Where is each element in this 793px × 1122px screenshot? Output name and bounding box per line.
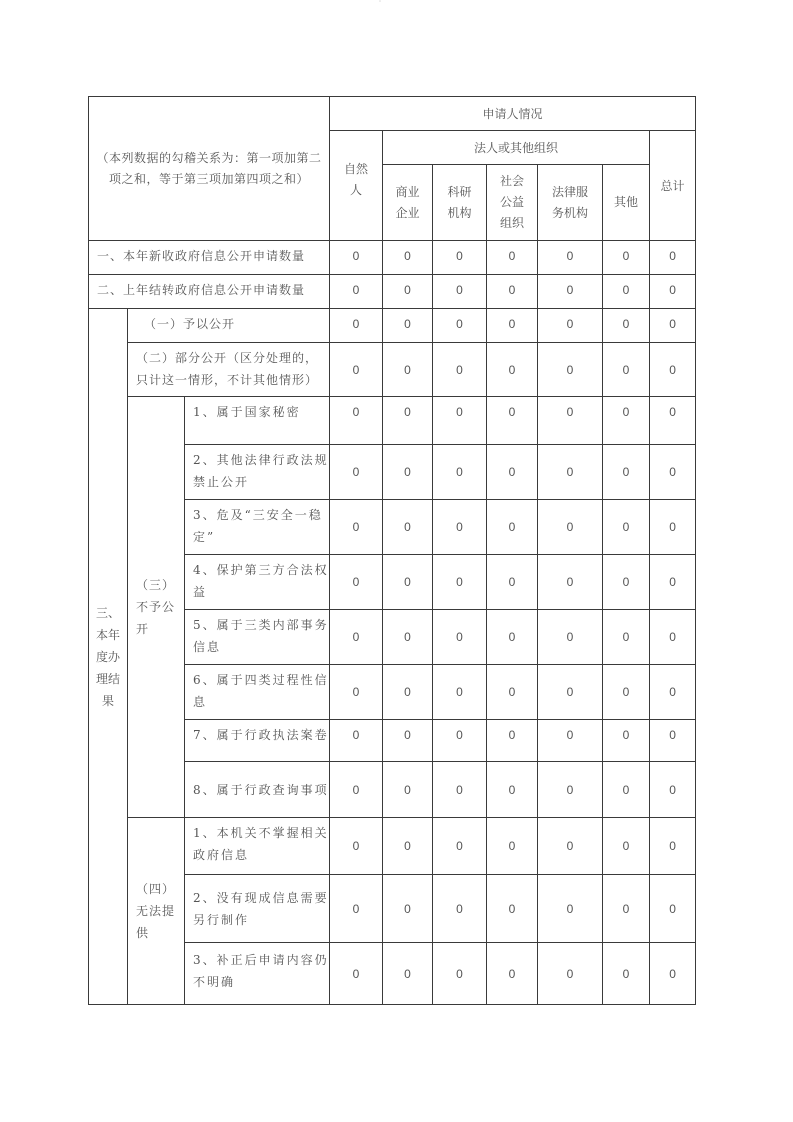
total-header: 总计: [650, 131, 696, 241]
row-label: 3、补正后申请内容仍不明确: [185, 943, 330, 1005]
cell-value: 0: [330, 762, 383, 818]
cell-value: 0: [603, 397, 650, 445]
legal-or-other-header: 法人或其他组织: [383, 131, 650, 165]
cell-value: 0: [650, 555, 696, 610]
cell-value: 0: [487, 943, 538, 1005]
applicant-situation-header: 申请人情况: [330, 97, 696, 131]
cell-value: 0: [603, 500, 650, 555]
header-note-cell: [89, 97, 330, 241]
col-header-research: 科研机构: [433, 165, 487, 241]
cell-value: 0: [433, 943, 487, 1005]
cell-value: 0: [603, 555, 650, 610]
cell-value: 0: [330, 555, 383, 610]
cell-value: 0: [538, 555, 603, 610]
cell-value: 0: [487, 555, 538, 610]
cell-value: 0: [383, 875, 433, 943]
cell-value: 0: [433, 762, 487, 818]
cell-value: 0: [330, 275, 383, 309]
cell-value: 0: [433, 720, 487, 762]
cell-value: 0: [650, 309, 696, 343]
cell-value: 0: [433, 309, 487, 343]
table-row-new-requests: [89, 241, 696, 275]
cell-value: 0: [433, 275, 487, 309]
cell-value: 0: [383, 818, 433, 875]
cell-value: 0: [650, 343, 696, 397]
row-label: 二、上年结转政府信息公开申请数量: [89, 275, 330, 309]
row-label: 2、其他法律行政法规禁止公开: [185, 445, 330, 500]
cell-value: 0: [603, 943, 650, 1005]
header-note: （本列数据的勾稽关系为：第一项加第二项之和，等于第三项加第四项之和）: [96, 150, 322, 186]
cell-value: 0: [603, 309, 650, 343]
cell-value: 0: [487, 500, 538, 555]
cell-value: 0: [650, 762, 696, 818]
cell-value: 0: [650, 720, 696, 762]
cell-value: 0: [487, 309, 538, 343]
cell-value: 0: [433, 818, 487, 875]
cell-value: 0: [650, 875, 696, 943]
cell-value: 0: [433, 343, 487, 397]
cell-value: 0: [650, 275, 696, 309]
row-label: 1、属于国家秘密: [185, 397, 330, 445]
cell-value: 0: [330, 343, 383, 397]
cell-value: 0: [383, 309, 433, 343]
cell-value: 0: [433, 610, 487, 665]
cell-value: 0: [383, 445, 433, 500]
col-header-other: 其他: [603, 165, 650, 241]
cell-value: 0: [487, 397, 538, 445]
cell-value: 0: [487, 762, 538, 818]
cell-value: 0: [330, 943, 383, 1005]
cell-value: 0: [433, 665, 487, 720]
cell-value: 0: [603, 445, 650, 500]
cell-value: 0: [538, 397, 603, 445]
cell-value: 0: [383, 275, 433, 309]
cell-value: 0: [603, 720, 650, 762]
not-disclose-label: （三）不予公开: [128, 397, 185, 818]
cell-value: 0: [538, 343, 603, 397]
cell-value: 0: [433, 445, 487, 500]
cell-value: 0: [538, 241, 603, 275]
cell-value: 0: [330, 445, 383, 500]
cell-value: 0: [650, 665, 696, 720]
cell-value: 0: [487, 610, 538, 665]
cell-value: 0: [538, 500, 603, 555]
natural-person-header: 自然人: [330, 131, 383, 241]
row-label: （一）予以公开: [128, 309, 330, 343]
cell-value: 0: [538, 445, 603, 500]
col-header-public-welfare: 社会公益组织: [487, 165, 538, 241]
disclosure-statistics-table: [88, 96, 696, 1005]
cell-value: 0: [603, 875, 650, 943]
row-label: 2、没有现成信息需要另行制作: [185, 875, 330, 943]
cell-value: 0: [383, 343, 433, 397]
cell-value: 0: [538, 943, 603, 1005]
cell-value: 0: [487, 445, 538, 500]
cell-value: 0: [650, 943, 696, 1005]
cell-value: 0: [487, 818, 538, 875]
cell-value: 0: [433, 555, 487, 610]
cell-value: 0: [487, 275, 538, 309]
cell-value: 0: [538, 818, 603, 875]
cell-value: 0: [383, 762, 433, 818]
cell-value: 0: [538, 875, 603, 943]
cell-value: 0: [330, 500, 383, 555]
cell-value: 0: [603, 762, 650, 818]
cell-value: 0: [650, 818, 696, 875]
cell-value: 0: [330, 720, 383, 762]
cell-value: 0: [650, 445, 696, 500]
cell-value: 0: [487, 343, 538, 397]
row-label: 5、属于三类内部事务信息: [185, 610, 330, 665]
cell-value: 0: [383, 397, 433, 445]
cell-value: 0: [538, 762, 603, 818]
row-label: 3、危及“三安全一稳定”: [185, 500, 330, 555]
row-label: 4、保护第三方合法权益: [185, 555, 330, 610]
row-label: 1、本机关不掌握相关政府信息: [185, 818, 330, 875]
cell-value: 0: [487, 241, 538, 275]
cell-value: 0: [383, 943, 433, 1005]
row-label: 8、属于行政查询事项: [185, 762, 330, 818]
cannot-provide-label: （四）无法提供: [128, 818, 185, 1005]
cell-value: 0: [383, 241, 433, 275]
cell-value: 0: [650, 610, 696, 665]
cell-value: 0: [330, 397, 383, 445]
cell-value: 0: [538, 665, 603, 720]
cell-value: 0: [603, 241, 650, 275]
cell-value: 0: [433, 241, 487, 275]
cell-value: 0: [433, 500, 487, 555]
cell-value: 0: [330, 818, 383, 875]
cell-value: 0: [538, 275, 603, 309]
cell-value: 0: [650, 241, 696, 275]
cell-value: 0: [383, 500, 433, 555]
result-group-label: 三、本年度办理结果: [89, 309, 128, 1005]
cell-value: 0: [383, 720, 433, 762]
row-label: 6、属于四类过程性信息: [185, 665, 330, 720]
table-row-disclose: [89, 309, 696, 343]
cell-value: 0: [603, 665, 650, 720]
table-row-cannot-provide-item: [89, 818, 696, 875]
cell-value: 0: [650, 500, 696, 555]
cell-value: 0: [330, 875, 383, 943]
table-row-partial: [89, 343, 696, 397]
table-row-carried-over: [89, 275, 696, 309]
row-label: 7、属于行政执法案卷: [185, 720, 330, 762]
cell-value: 0: [330, 610, 383, 665]
col-header-legal-services: 法律服务机构: [538, 165, 603, 241]
cell-value: 0: [433, 875, 487, 943]
cell-value: 0: [330, 665, 383, 720]
cell-value: 0: [330, 241, 383, 275]
cell-value: 0: [603, 275, 650, 309]
cell-value: 0: [603, 610, 650, 665]
cell-value: 0: [330, 309, 383, 343]
row-label: 一、本年新收政府信息公开申请数量: [89, 241, 330, 275]
cell-value: 0: [603, 818, 650, 875]
cell-value: 0: [650, 397, 696, 445]
cell-value: 0: [487, 875, 538, 943]
table-row-not-disclose-item: [89, 397, 696, 445]
cell-value: 0: [538, 309, 603, 343]
cell-value: 0: [487, 665, 538, 720]
col-header-business: 商业企业: [383, 165, 433, 241]
cell-value: 0: [538, 610, 603, 665]
cell-value: 0: [603, 343, 650, 397]
cell-value: 0: [487, 720, 538, 762]
cell-value: 0: [383, 610, 433, 665]
row-label: （二）部分公开（区分处理的，只计这一情形，不计其他情形）: [128, 343, 330, 397]
cell-value: 0: [383, 555, 433, 610]
cell-value: 0: [433, 397, 487, 445]
cell-value: 0: [383, 665, 433, 720]
cell-value: 0: [538, 720, 603, 762]
scan-artifact: ˙: [378, 0, 382, 9]
